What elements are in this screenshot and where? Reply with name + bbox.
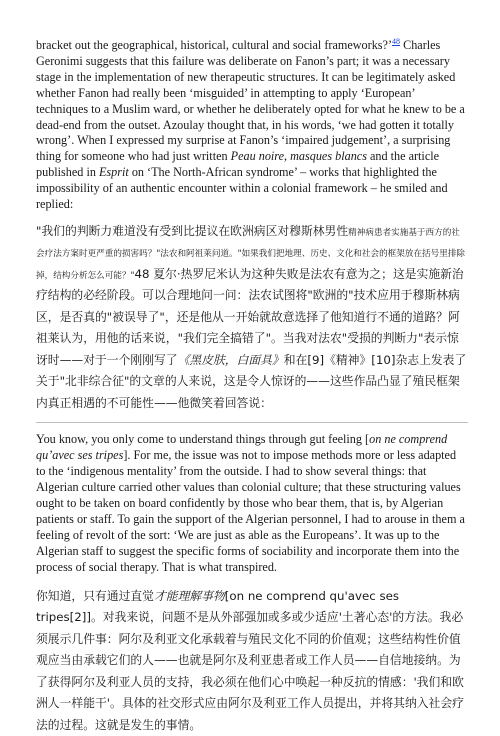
- footnote-link[interactable]: 48: [392, 36, 401, 46]
- text-run: on ‘The North-African syndrome’ – works that highlighted the impossibility of an authentic encounter within a colonial framework – he smiled and replied:: [36, 165, 448, 212]
- footnote-marker[interactable]: [392, 37, 400, 46]
- chinese-translation-1: [36, 221, 468, 415]
- text-run: 48 夏尔·热罗尼米认为这种失败是法农有意为之；这是实施新治疗结构的必经阶段。可以合理地问一问：法农试图将"欧洲的"技术应用于穆斯林病区，是否真的"被误导了"，还是他从一开始就故意选择了他知道行不通的道路？阿祖莱认为，用他的话来说，"我们完全搞错了"。当我对法农"受损的判断力"表示惊讶时——对于一个刚刚写了: [36, 266, 464, 367]
- text-run: [on ne comprend qu'avec ses tripes[2]]。对我来说，问题不是从外部强加或多或少适应'土著心态'的方法。我必须展示几件事：阿尔及利亚文化承载着与殖民文化不同的价值观；这些结构性价值观应当由承载它们的人——也就是阿尔及利亚患者或工作人员——自信地接纳。为了获得阿尔及利亚人员的支持，我必须在他们心中唤起一种反抗的情感：'我们和欧洲人一样能干'。具体的社交形式应由阿尔及利亚工作人员提出，并将其纳入社会疗法的过程。这就是发生的事情。: [36, 588, 464, 732]
- document-page: [36, 38, 468, 736]
- french-quote: on ne comprend qu’avec ses tripes: [36, 432, 448, 463]
- section-divider: [36, 422, 468, 423]
- text-run: ]. For me, the issue was not to impose methods more or less adapted to the ‘indigenous mentality’ from the outside. I had to show several things: that Algerian culture carried other values than colonial culture; that these structuring values ought to be taken on board confidently by those who bear them, that is, by Algerian patients or staff. To gain the support of the Algerian personnel, I had to arouse in them a feeling of revolt of the sort: ‘We are just as able as the Europeans’. It was up to the Algerian staff to suggest the specific forms of sociability and incorporate them into the process of social therapy. That is what transpired.: [36, 448, 465, 574]
- book-title-zh: 《黑皮肤，白面具》: [177, 352, 284, 367]
- book-title: Peau noire, masques blancs: [230, 149, 367, 164]
- journal-title: Esprit: [98, 165, 129, 180]
- text-run: and the article published in: [36, 149, 440, 180]
- english-block-quote: [36, 432, 468, 575]
- text-run: 你知道，只有通过直觉: [36, 588, 154, 603]
- text-run: bracket out the geographical, historical, cultural and social frameworks?’: [36, 38, 393, 52]
- text-run: "我们的判断力难道没有受到比提议在欧洲病区对穆斯林男性: [36, 223, 349, 238]
- chinese-translation-2: [36, 586, 468, 736]
- small-text-run: 精神病患者实施基于西方的社会疗法方案时更严重的损害吗？"法农和阿祖莱问道。"如果我们把地理、历史、文化和社会的框架放在括号里排除掉，结构分析怎么可能？": [36, 227, 466, 281]
- text-run: Charles Geronimi suggests that this failure was deliberate on Fanon’s part; it was a necessary stage in the implementation of new therapeutic structures. It can be legitimately asked whether Fanon had really been ‘misguided’ in attempting to apply ‘European’ techniques to a Muslim ward, or whether he deliberately opted for what he knew to be a dead-end from the outset. Azoulay thought that, in his words, ‘we had gotten it totally wrong’. When I expressed my surprise at Fanon’s ‘impaired judgement’, a surprising thing for someone who had just written: [36, 38, 465, 164]
- english-paragraph-1: [36, 38, 468, 213]
- text-run: 和在[9]《精神》[10]杂志上发表了关于"北非综合征"的文章的人来说，这是令人惊讶的——这些作品凸显了殖民框架内真正相遇的不可能性——他微笑着回答说：: [36, 352, 467, 410]
- text-run: You know, you only come to understand things through gut feeling [: [36, 432, 370, 447]
- emphasis-zh: 才能理解事物: [153, 588, 225, 603]
